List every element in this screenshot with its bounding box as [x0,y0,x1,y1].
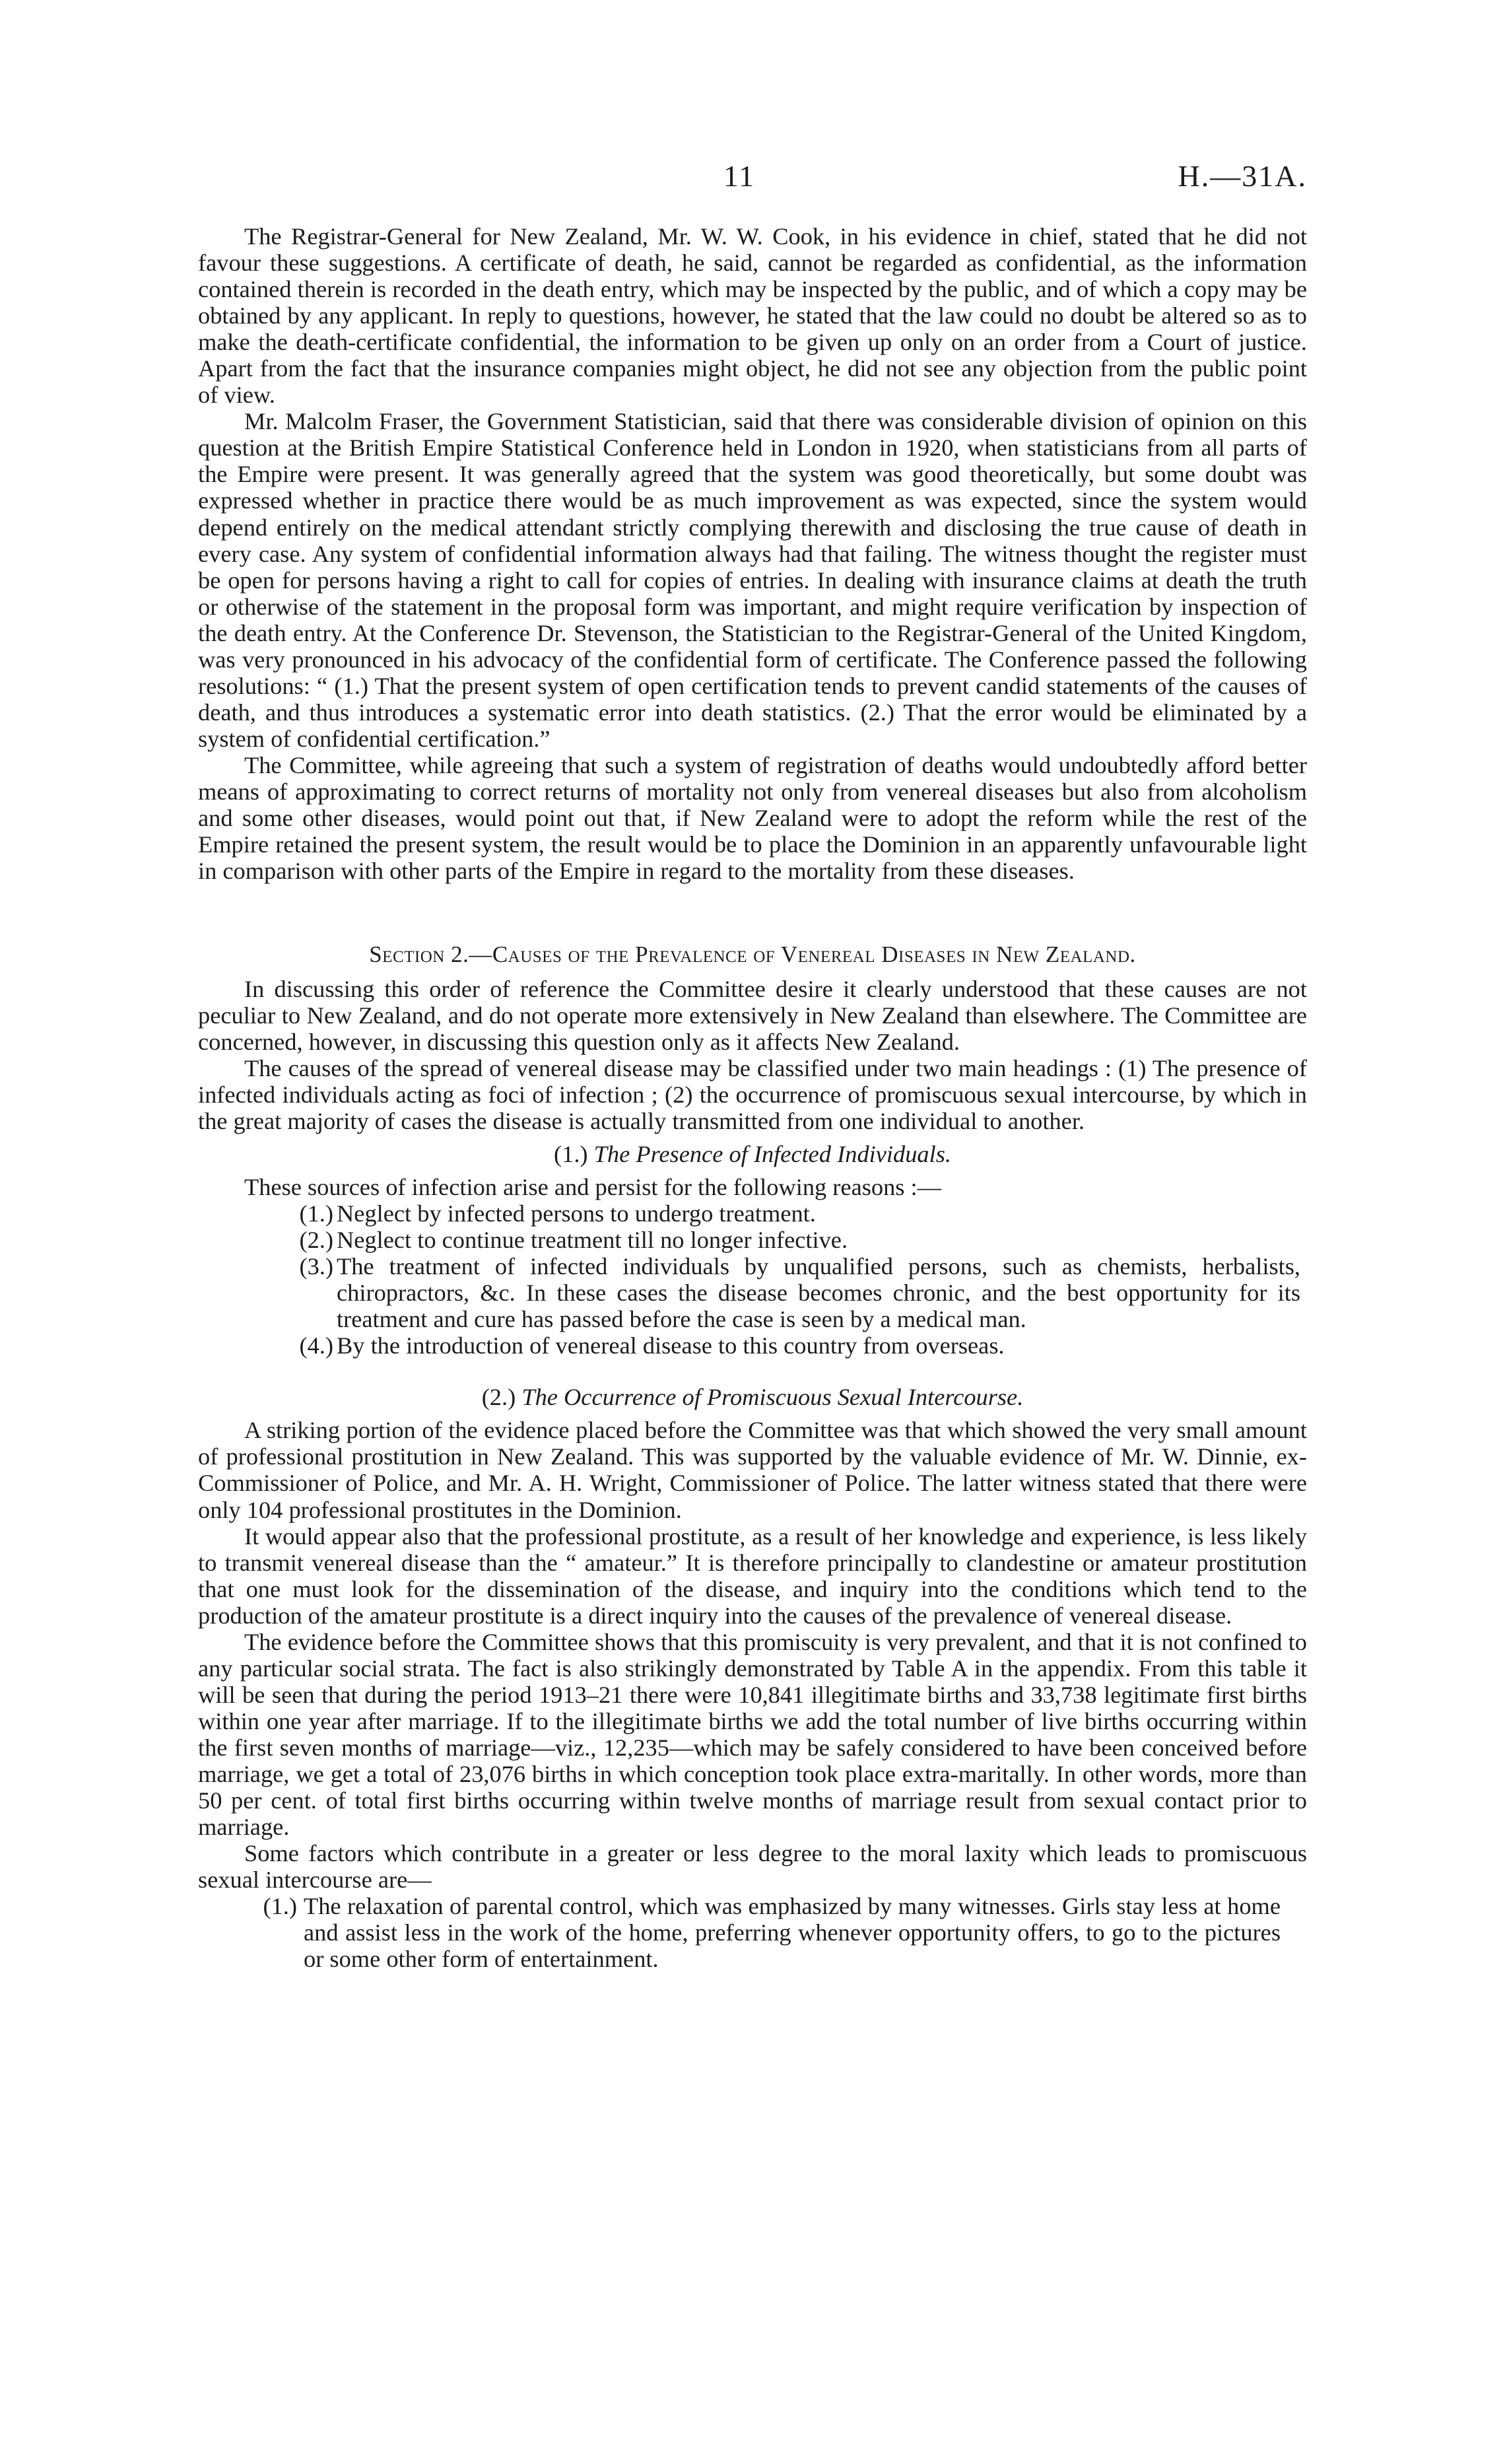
list-item-text: By the introduction of venereal disease to this country from overseas. [337,1332,1005,1359]
list-item [198,1893,1307,1972]
list-item-text: The relaxation of parental control, which was emphasized by many witnesses. Girls stay less at home and assist less in the work of the home, preferring whenever opportunity offers, to go to the pictures or some other form of entertainment. [304,1893,1281,1973]
list-item-number: (1.) [263,1893,297,1920]
paragraph-factors-intro: Some factors which contribute in a greater or less degree to the moral laxity which leads to promiscuous sexual intercourse are— [198,1840,1307,1894]
section-2-label: Section 2.— [369,941,492,968]
factors-list [198,1893,1307,1972]
section-2-heading [198,942,1307,968]
list-item-text: Neglect to continue treatment till no longer infective. [337,1227,848,1254]
list-item-number: (3.) [299,1253,333,1280]
subsection-1-heading [198,1141,1307,1167]
paragraph-amateur-prostitution: It would appear also that the professional prostitute, as a result of her knowledge and experience, is less likely to transmit venereal disease than the “ amateur.” It is therefore principally to clandestine or amateur prostitution that one must look for the dissemination of the disease, and inquiry into the conditions which tend to the production of the amateur prostitute is a direct inquiry into the causes of the prevalence of venereal disease. [198,1523,1307,1629]
document-code: H.—31A. [1178,159,1307,193]
document-body [198,223,1307,1972]
subsection-2-heading [198,1384,1307,1410]
subsection-1-title: The Presence of Infected Individuals. [593,1140,951,1167]
reasons-intro: These sources of infection arise and persist for the following reasons :— [244,1174,942,1200]
subsection-2-number: (2.) [481,1384,516,1411]
paragraph-order-of-reference: In discussing this order of reference the Committee desire it clearly understood that these causes are not peculiar to New Zealand, and do not operate more extensively in New Zealand than elsewhere. The Committee are concerned, however, in discussing this question only as it affects New Zealand. [198,975,1307,1055]
list-item-number: (1.) [299,1200,333,1227]
paragraph-government-statistician: Mr. Malcolm Fraser, the Government Statistician, said that there was considerable division of opinion on this question at the British Empire Statistical Conference held in London in 1920, when statisticians from all parts of the Empire were present. It was generally agreed that the system was good theoretically, but some doubt was expressed whether in practice there would be as much improvement as was expected, since the system would depend entirely on the medical attendant strictly complying therewith and disclosing the true cause of death in every case. Any system of confidential information always had that failing. The witness thought the register must be open for persons having a right to call for copies of entries. In dealing with insurance claims at death the truth or otherwise of the statement in the proposal form was important, and might require verification by inspection of the death entry. At the Conference Dr. Stevenson, the Statistician to the Registrar-General of the United Kingdom, was very pronounced in his advocacy of the confidential form of certificate. The Conference passed the following resolutions: “ (1.) That the present system of open certification tends to prevent candid statements of the causes of death, and thus introduces a systematic error into death statistics. (2.) That the error would be eliminated by a system of confidential certification.” [198,408,1307,752]
paragraph-committee-view: The Committee, while agreeing that such a system of registration of deaths would undoubtedly afford better means of approximating to correct returns of mortality not only from venereal diseases but also from alcoholism and some other diseases, would point out that, if New Zealand were to adopt the reform while the rest of the Empire retained the present system, the result would be to place the Dominion in an apparently unfavourable light in comparison with other parts of the Empire in regard to the mortality from these diseases. [198,751,1307,885]
paragraph-causes-headings: The causes of the spread of venereal disease may be classified under two main headings : (1) The presence of infected individuals acting as foci of infection ; (2) the occurrence of promiscuous sexual intercourse, by which in the great majority of cases the disease is actually transmitted from one individual to another. [198,1054,1307,1134]
paragraph-registrar-general: The Registrar-General for New Zealand, Mr. W. W. Cook, in his evidence in chief, stated that he did not favour these suggestions. A certificate of death, he said, cannot be regarded as confidential, as the information contained therein is recorded in the death entry, which may be inspected by the public, and of which a copy may be obtained by any applicant. In reply to questions, however, he stated that the law could no doubt be altered so as to make the death-certificate confidential, the information to be given up only on an order from a Court of justice. Apart from the fact that the insurance companies might object, he did not see any objection from the public point of view. [198,223,1307,409]
list-item [198,1227,1307,1253]
paragraph-table-a-evidence: The evidence before the Committee shows that this promiscuity is very prevalent, and that it is not confined to any particular social strata. The fact is also strikingly demonstrated by Table A in the appendix. From this table it will be seen that during the period 1913–21 there were 10,841 illegitimate births and 33,738 legitimate first births within one year after marriage. If to the illegitimate births we add the total number of live births occurring within the first seven months of marriage—viz., 12,235—which may be safely considered to have been conceived before marriage, we get a total of 23,076 births in which conception took place extra-maritally. In other words, more than 50 per cent. of total first births occurring within twelve months of marriage result from sexual contact prior to marriage. [198,1628,1307,1841]
page-number: 11 [723,159,756,193]
list-item-number: (2.) [299,1227,333,1254]
list-item [198,1200,1307,1227]
reasons-list [198,1200,1307,1359]
list-item [198,1253,1307,1332]
subsection-2-title: The Occurrence of Promiscuous Sexual Intercourse. [521,1384,1024,1411]
list-item [198,1332,1307,1359]
section-2-title: Causes of the Prevalence of Venereal Diseases in New Zealand. [492,941,1136,968]
paragraph-professional-prostitution: A striking portion of the evidence placed before the Committee was that which showed the very small amount of professional prostitution in New Zealand. This was supported by the valuable evidence of Mr. W. Dinnie, ex-Commissioner of Police, and Mr. A. H. Wright, Commissioner of Police. The latter witness stated that there were only 104 professional prostitutes in the Dominion. [198,1417,1307,1523]
list-item-text: Neglect by infected persons to undergo treatment. [337,1200,816,1227]
list-item-text: The treatment of infected individuals by unqualified persons, such as chemists, herbalists, chiropractors, &c. In these cases the disease becomes chronic, and the best opportunity for its treatment and cure has passed before the case is seen by a medical man. [337,1253,1300,1333]
list-item-number: (4.) [299,1332,333,1359]
subsection-1-number: (1.) [554,1140,588,1167]
